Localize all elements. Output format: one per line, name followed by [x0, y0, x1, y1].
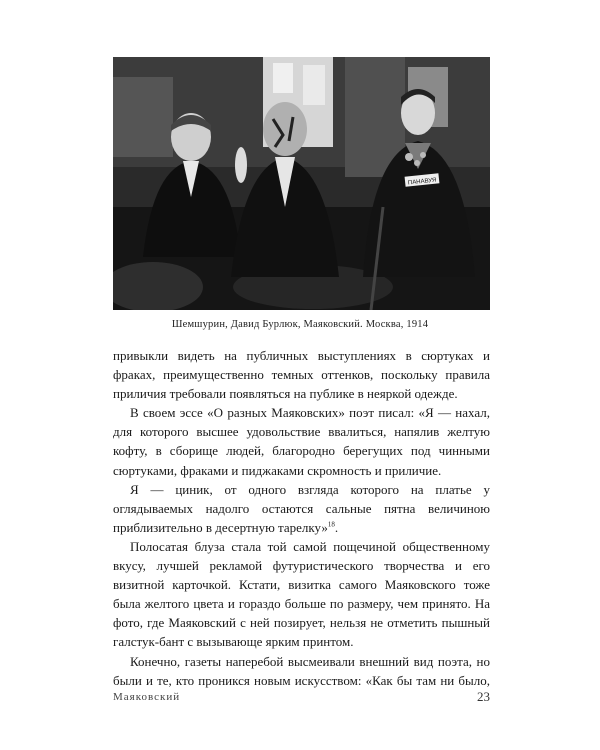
running-title: Маяковский [113, 691, 181, 703]
photo-caption: Шемшурин, Давид Бурлюк, Маяковский. Москва, 1914 [171, 319, 429, 330]
paragraph-3-end: . [334, 519, 339, 535]
business-card-text: ПАНАВУЯ [407, 177, 437, 187]
paragraph-2: В своем эссе «О разных Маяковских» поэт писал: «Я — нахал, для которого высшее удовольствие ввалиться, напялив желтую кофту, в сборище людей, благородно берегущих под чинными сюртуками, фраками и пиджаками скромность и приличие. [113, 405, 490, 478]
body-text [113, 346, 490, 690]
paragraph-4: Полосатая блуза стала той самой пощечиной общественному вкусу, лучшей рекламой футуристического творчества и его визитной карточкой. Кстати, визитка самого Маяковского тоже была желтого цвета и гораздо больше по размеру, чем принято. На фото, где Маяковский с ней позирует, нельзя не отметить пышный галстук-бант с вызывающе ярким принтом. [113, 538, 490, 650]
paragraph-5: Конечно, газеты наперебой высмеивали внешний вид поэта, но были и те, кто проникся новым искусством: «Как бы там ни было, [113, 653, 490, 688]
page-number: 23 [477, 689, 490, 704]
paragraph-3-text: Я — циник, от одного взгляда которого на платье у оглядываемых надолго остаются сальные пятна величиною приблизительно в десертную тарелку» [113, 481, 490, 535]
footnote-ref: 18 [327, 520, 335, 529]
paragraph-3 [113, 480, 490, 537]
paragraph-1: привыкли видеть на публичных выступлениях в сюртуках и фраках, преимущественно темных оттенков, поскольку правила приличия требовали появляться на публике в неяркой одежде. [113, 348, 490, 402]
historical-photo [113, 57, 490, 310]
person-middle-face [263, 102, 307, 156]
photo-illustration [113, 57, 490, 310]
